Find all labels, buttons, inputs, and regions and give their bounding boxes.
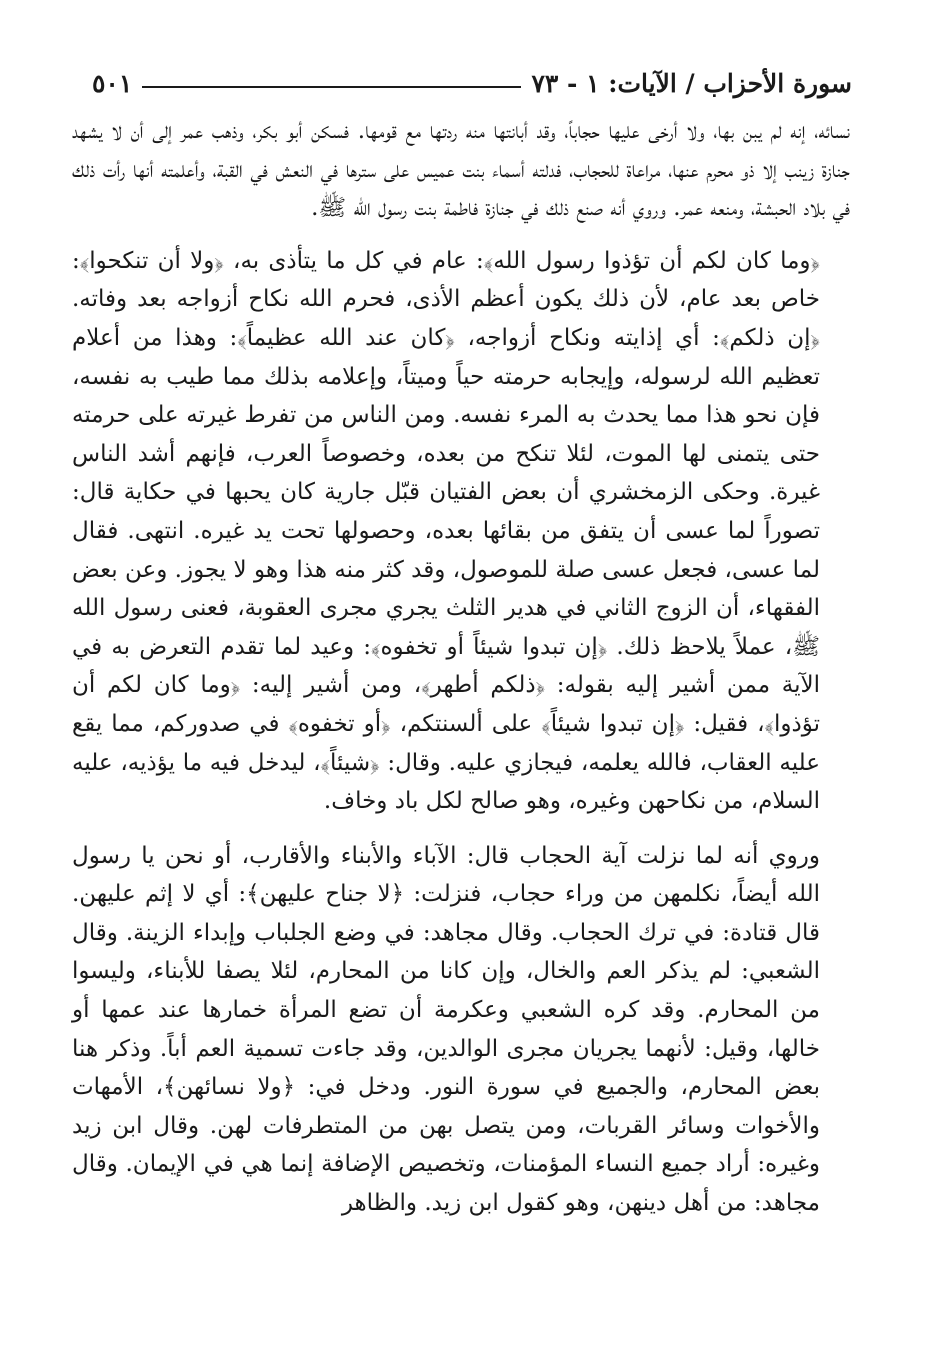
paragraph: ﴿وما كان لكم أن تؤذوا رسول الله﴾: عام في كل ما يتأذى به، ﴿ولا أن تنكحوا﴾: خاص بعد عام، لأن ذلك يكون أعظم الأذى، فحرم الله نكاح أزواجه بعد وفاته. ﴿إن ذلكم﴾: أي إذايته ونكاح أزواجه، ﴿كان عند الله عظيماً﴾: وهذا من أعلام تعظيم الله لرسوله، وإيجابه حرمته حياً وميتاً، وإعلامه بذلك مما طيب به نفسه، فإن نحو هذا مما يحدث به المرء نفسه. ومن الناس من تفرط غيرته على حرمته حتى يتمنى لها الموت، لئلا تنكح من بعده، وخصوصاً العرب، فإنهم أشد الناس غيرة. وحكى الزمخشري أن بعض الفتيان قبّل جارية كان يحبها في حكاية قال: تصوراً لما عسى أن يتفق من بقائها بعده، وحصولها تحت يد غيره. انتهى. فقال لما عسى، فجعل عسى صلة للموصول، وقد كثر منه هذا وهو لا يجوز. وعن بعض الفقهاء، أن الزوج الثاني في هدير الثلث يجري مجرى العقوبة، فعنى رسول الله ﷺ، عملاً يلاحظ ذلك. ﴿إن تبدوا شيئاً أو تخفوه﴾: وعيد لما تقدم التعرض به في الآية ممن أشير إليه بقوله: ﴿ذلكم أطهر﴾، ومن أشير إليه: ﴿وما كان لكم أن تؤذوا﴾، فقيل: ﴿إن تبدوا شيئاً﴾ على ألسنتكم، ﴿أو تخفوه﴾ في صدوركم، مما يقع عليه العقاب، فالله يعلمه، فيجازي عليه. وقال: ﴿شيئاً﴾، ليدخل فيه ما يؤذيه، عليه السلام، من نكاحهن وغيره، وهو صالح لكل باد وخاف. [72, 247, 821, 815]
running-header [92, 58, 852, 98]
paragraph: وروي أنه لما نزلت آية الحجاب قال: الآباء والأبناء والأقارب، أو نحن يا رسول الله أيضاً، نكلمهن من وراء حجاب، فنزلت: ﴿لا جناح عليهن﴾: أي لا إثم عليهن. قال قتادة: في ترك الحجاب. وقال مجاهد: في وضع الجلباب وإبداء الزينة. وقال الشعبي: لم يذكر العم والخال، وإن كانا من المحارم، لئلا يصفا للأبناء، وليسوا من المحارم. وقد كره الشعبي وعكرمة أن تضع المرأة خمارها عند عمها أو خالها، وقيل: لأنهما يجريان مجرى الوالدين، وقد جاءت تسمية العم أباً. وذكر هنا بعض المحارم، والجميع في سورة النور. ودخل في: ﴿ولا نسائهن﴾، الأمهات والأخوات وسائر القربات، ومن يتصل بهن من المتطرفات لهن. وقال ابن زيد وغيره: أراد جميع النساء المؤمنات، وتخصيص الإضافة إنما هي في الإيمان. وقال مجاهد: من أهل دينهن، وهو كقول ابن زيد. والظاهر [72, 842, 820, 1217]
header-rule [142, 86, 521, 88]
main-text [72, 112, 850, 1223]
surah-title: سورة الأحزاب / الآيات: ١ - ٧٣ [531, 69, 852, 98]
page-number: ٥٠١ [92, 69, 133, 98]
paragraph: نسائه، إنه لم يبن بها، ولا أرخى عليها حجاباً، وقد أبانتها منه ردتها مع قومها. فسكن أبو بكر، وذهب عمر إلى أن لا يشهد جنازة زينب إلا ذو محرم عنها، مراعاة للحجاب، فدلته أسماء بنت عميس على سترها في النعش في القبة، وأعلمته أنها رأت ذلك في بلاد الحبشة، ومنعه عمر. وروي أنه صنع ذلك في جنازة فاطمة بنت رسول الله ﷺ. [72, 118, 850, 222]
